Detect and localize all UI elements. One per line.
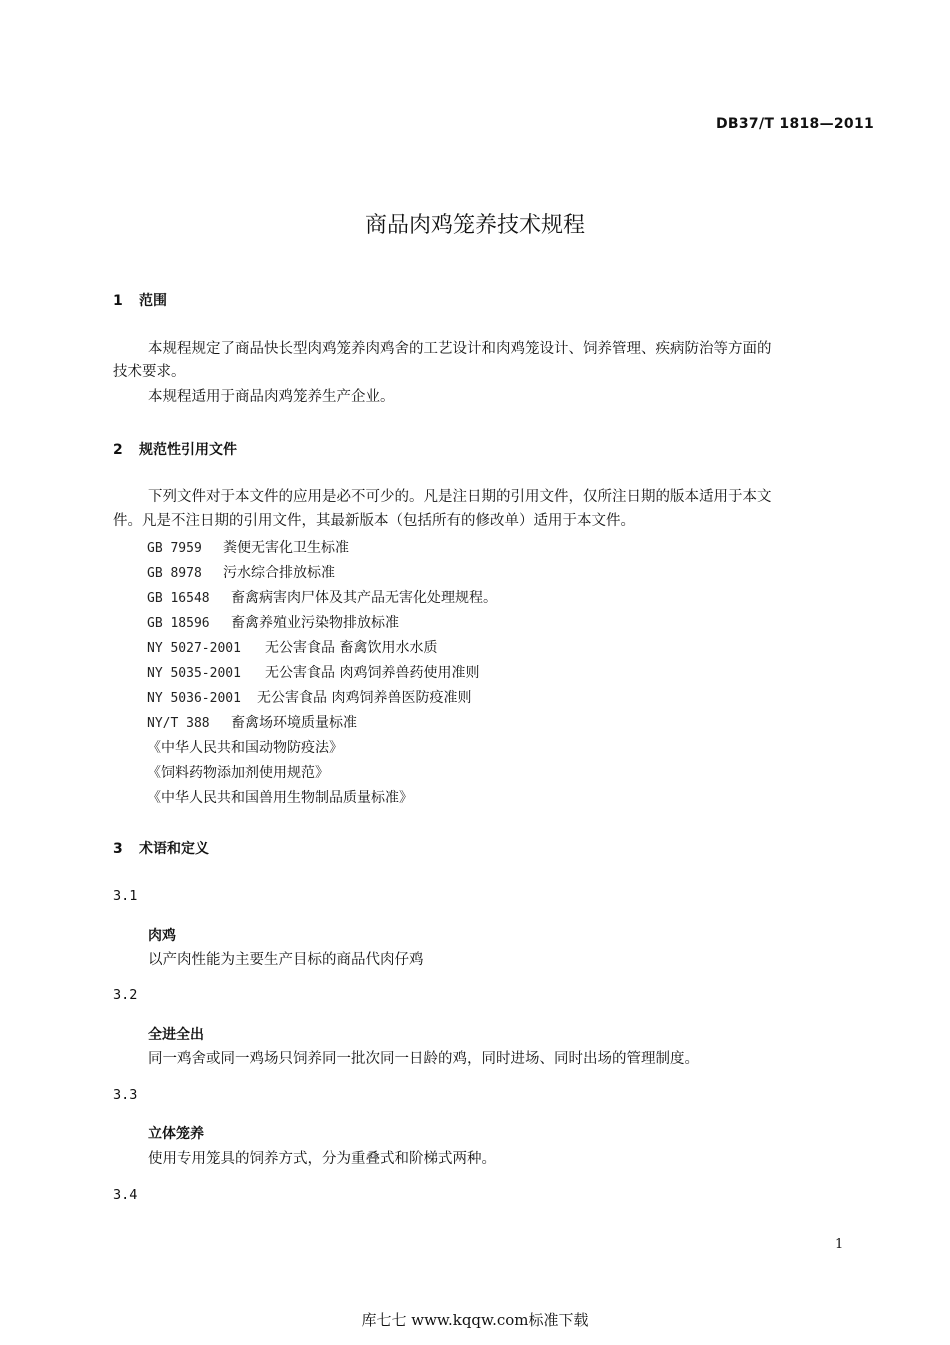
term-name: 全进全出 — [148, 1027, 204, 1043]
reference-item — [147, 562, 335, 582]
reference-title: 粪便无害化卫生标准 — [223, 540, 349, 556]
reference-item — [147, 587, 497, 607]
reference-code: NY 5036-2001 — [147, 691, 241, 706]
section-3-heading — [113, 838, 209, 858]
term-name: 立体笼养 — [148, 1126, 204, 1142]
term-name: 肉鸡 — [148, 928, 176, 944]
law-reference: 《中华人民共和国兽用生物制品质量标准》 — [147, 790, 413, 806]
reference-code: GB 18596 — [147, 616, 210, 631]
reference-title: 畜禽病害肉尸体及其产品无害化处理规程。 — [231, 590, 497, 606]
reference-title: 无公害食品 畜禽饮用水水质 — [265, 640, 438, 656]
reference-item — [147, 662, 479, 682]
reference-code: GB 16548 — [147, 591, 210, 606]
reference-item — [147, 637, 437, 657]
reference-item — [147, 712, 357, 732]
paragraph-line: 本规程规定了商品快长型肉鸡笼养肉鸡舍的工艺设计和肉鸡笼设计、饲养管理、疾病防治等方面的 — [148, 341, 772, 357]
law-reference: 《饲料药物添加剂使用规范》 — [147, 765, 329, 781]
term-number: 3.2 — [113, 987, 138, 1003]
paragraph-line: 件。凡是不注日期的引用文件，其最新版本（包括所有的修改单）适用于本文件。 — [113, 513, 635, 529]
section-number: 2 — [113, 442, 123, 458]
standard-number: DB37/T 1818—2011 — [716, 116, 875, 132]
reference-item — [147, 537, 349, 557]
term-number: 3.3 — [113, 1087, 138, 1103]
paragraph-line: 本规程适用于商品肉鸡笼养生产企业。 — [148, 389, 395, 405]
reference-code: GB 7959 — [147, 541, 202, 556]
reference-title: 畜禽场环境质量标准 — [231, 715, 357, 731]
section-number: 1 — [113, 293, 123, 309]
reference-title: 畜禽养殖业污染物排放标准 — [231, 615, 399, 631]
section-2-heading — [113, 439, 237, 459]
reference-title: 污水综合排放标准 — [223, 565, 335, 581]
paragraph-line: 技术要求。 — [113, 364, 186, 380]
reference-title: 无公害食品 肉鸡饲养兽医防疫准则 — [257, 690, 472, 706]
paragraph-line: 下列文件对于本文件的应用是必不可少的。凡是注日期的引用文件，仅所注日期的版本适用于本文 — [148, 489, 772, 505]
footer-watermark: 库七七 www.kqqw.com标准下载 — [361, 1311, 589, 1329]
reference-title: 无公害食品 肉鸡饲养兽药使用准则 — [265, 665, 480, 681]
section-number: 3 — [113, 841, 123, 857]
section-1-heading — [113, 290, 167, 310]
reference-item — [147, 612, 399, 632]
page-number: 1 — [835, 1237, 844, 1252]
term-definition: 同一鸡舍或同一鸡场只饲养同一批次同一日龄的鸡，同时进场、同时出场的管理制度。 — [148, 1051, 699, 1067]
section-title: 范围 — [139, 293, 167, 309]
document-title: 商品肉鸡笼养技术规程 — [364, 213, 585, 238]
reference-code: NY 5027-2001 — [147, 641, 241, 656]
term-definition: 使用专用笼具的饲养方式，分为重叠式和阶梯式两种。 — [148, 1151, 496, 1167]
term-number: 3.1 — [113, 888, 138, 904]
reference-code: NY/T 388 — [147, 716, 210, 731]
reference-code: NY 5035-2001 — [147, 666, 241, 681]
term-definition: 以产肉性能为主要生产目标的商品代肉仔鸡 — [148, 952, 424, 968]
reference-code: GB 8978 — [147, 566, 202, 581]
section-title: 规范性引用文件 — [139, 442, 237, 458]
reference-item — [147, 687, 471, 707]
term-number: 3.4 — [113, 1187, 138, 1203]
law-reference: 《中华人民共和国动物防疫法》 — [147, 740, 343, 756]
section-title: 术语和定义 — [139, 841, 209, 857]
